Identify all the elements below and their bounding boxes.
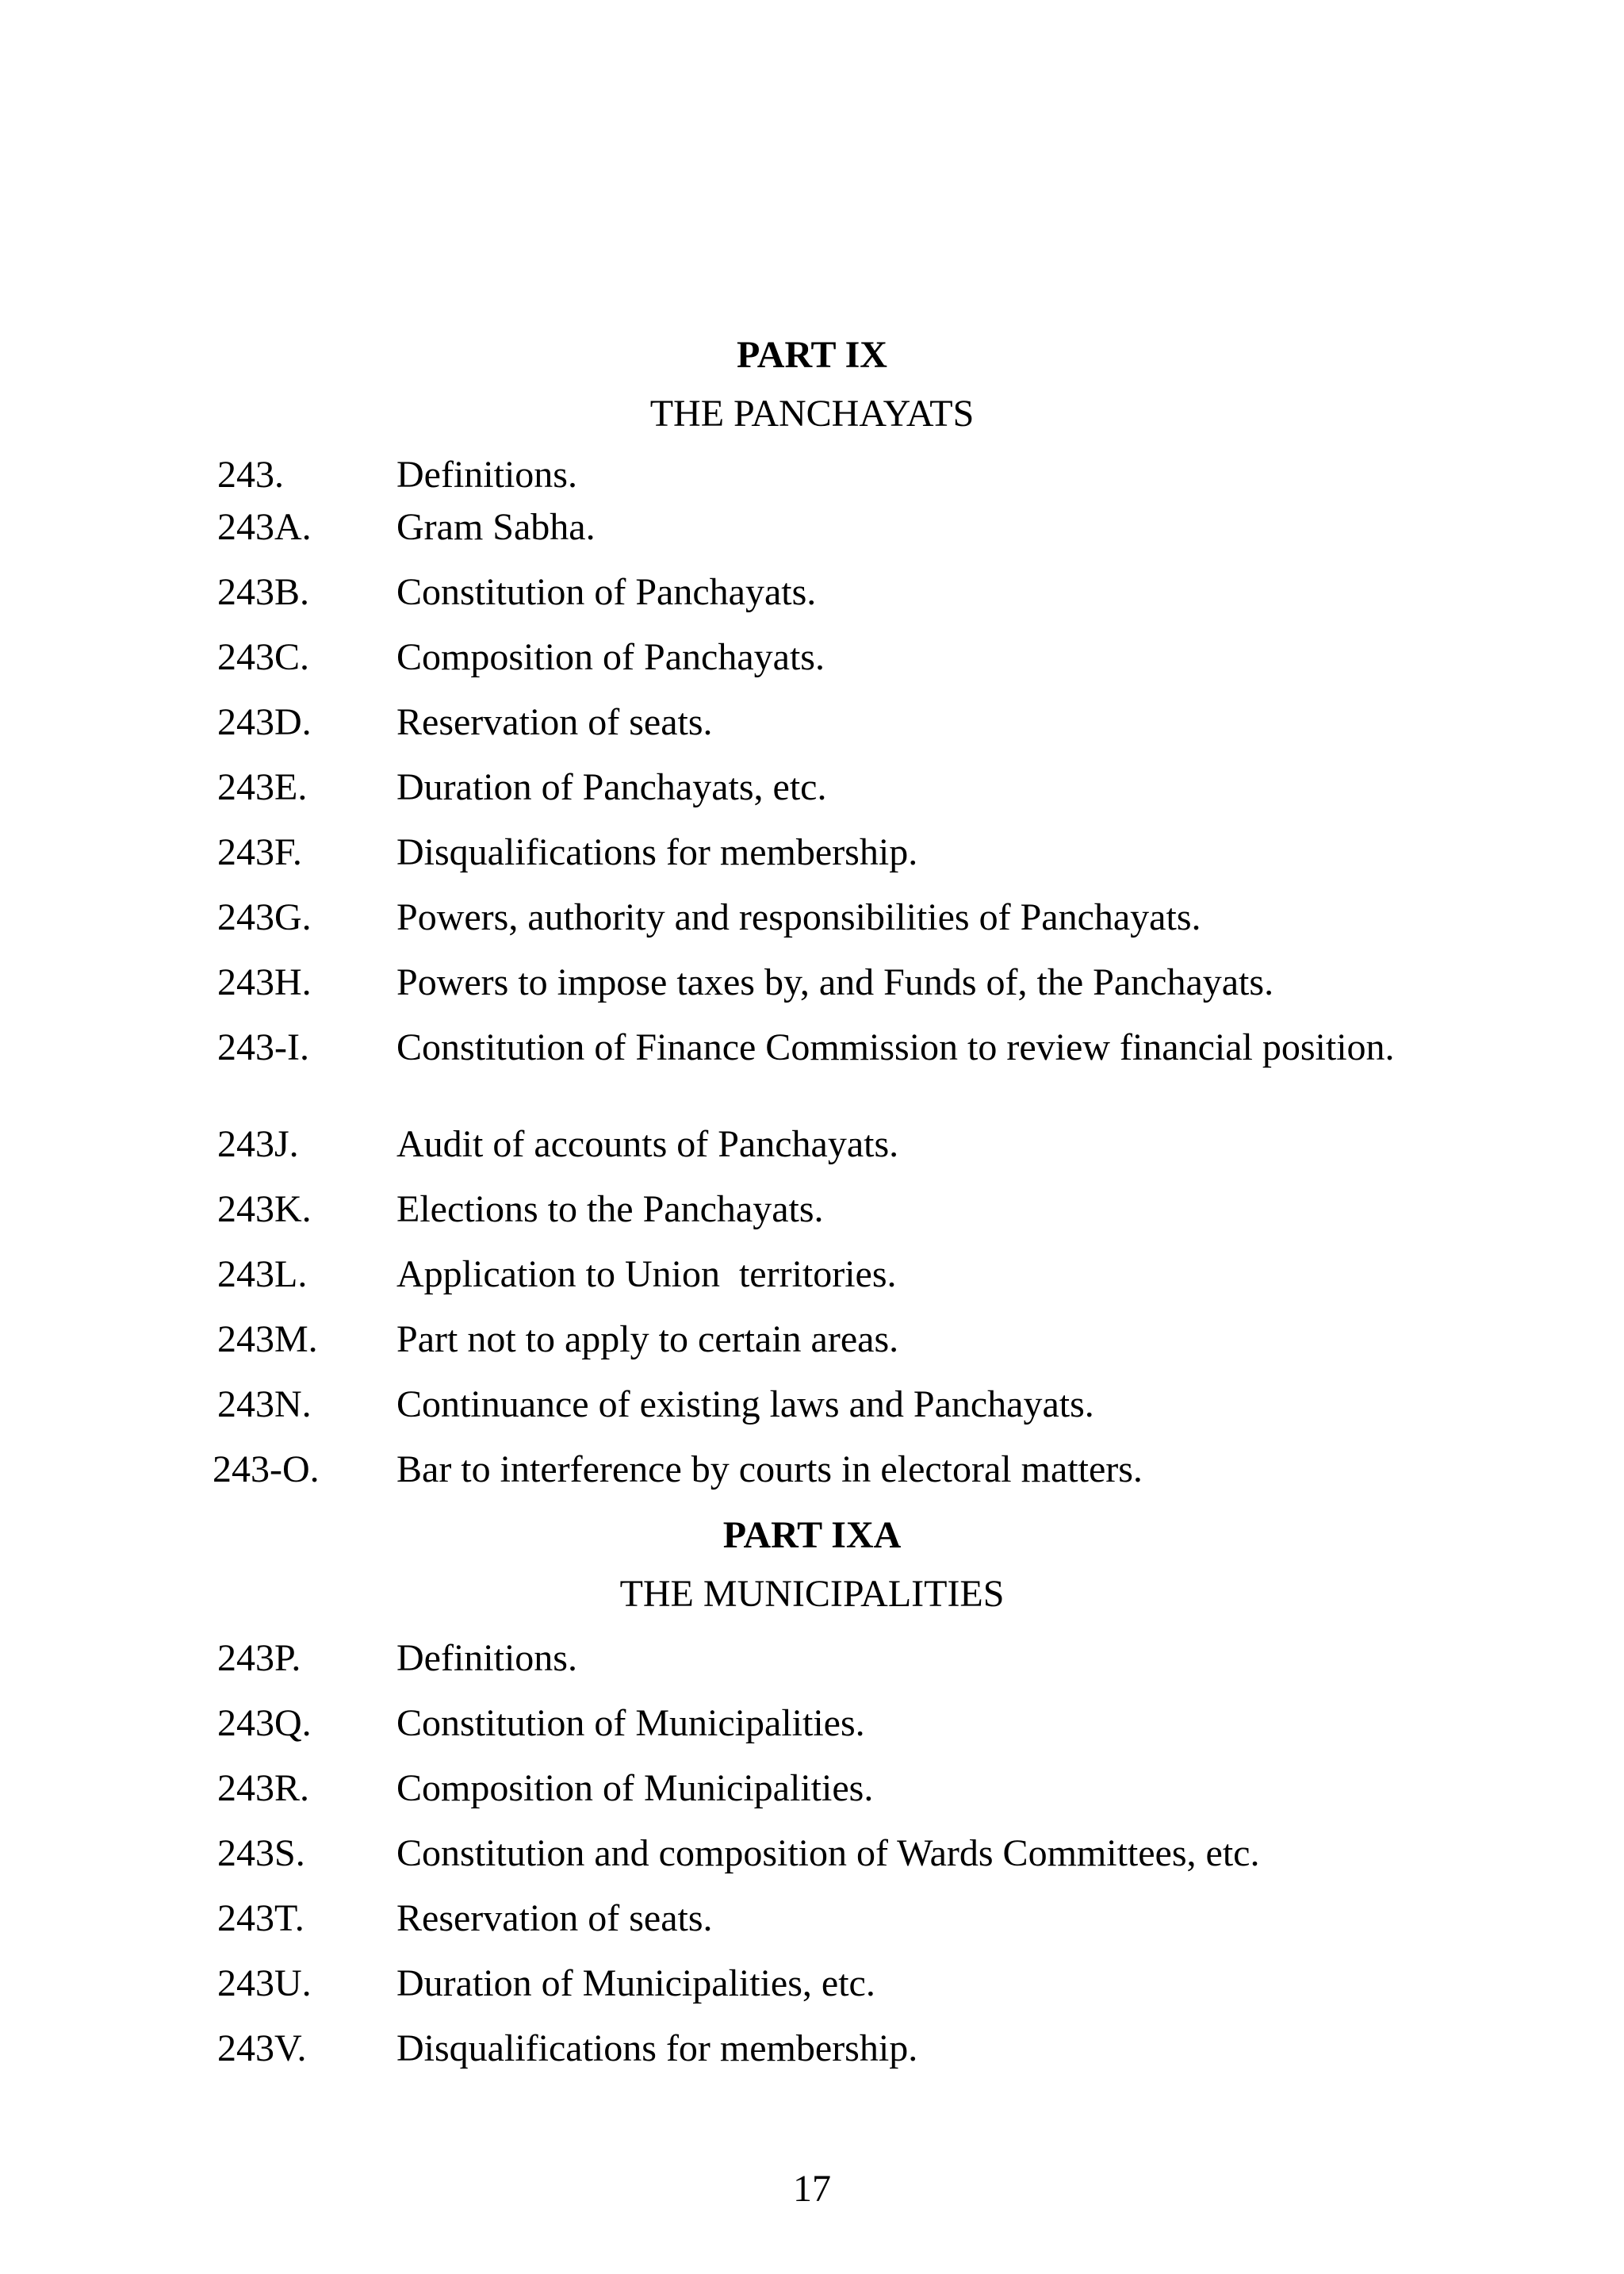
- section-title: Constitution of Municipalities.: [396, 1702, 865, 1744]
- section-title: Constitution and composition of Wards Committees, etc.: [396, 1832, 1260, 1874]
- section-title: Application to Union territories.: [396, 1253, 897, 1295]
- section-title: Continuance of existing laws and Panchayats.: [396, 1383, 1094, 1425]
- section-title: Composition of Municipalities.: [396, 1767, 874, 1809]
- section-number: 243H.: [217, 961, 312, 1003]
- section-title: Reservation of seats.: [396, 1897, 713, 1939]
- section-number: 243R.: [217, 1767, 310, 1809]
- section-number: 243D.: [217, 701, 312, 743]
- section-number: 243N.: [217, 1383, 312, 1425]
- section-number: 243B.: [217, 571, 310, 613]
- section-title: Constitution of Finance Commission to review financial position.: [396, 1026, 1395, 1068]
- part-ixa-heading: PART IXA: [722, 1514, 902, 1556]
- section-number: 243.: [217, 454, 284, 496]
- section-number: 243G.: [217, 896, 312, 938]
- section-number: 243L.: [217, 1253, 308, 1295]
- part-ix-heading: PART IX: [737, 334, 887, 376]
- section-title: Part not to apply to certain areas.: [396, 1318, 899, 1360]
- section-number: 243-O.: [213, 1448, 320, 1490]
- section-number: 243Q.: [217, 1702, 312, 1744]
- page-number: 17: [793, 2168, 831, 2210]
- section-title: Duration of Panchayats, etc.: [396, 766, 827, 808]
- section-title: Constitution of Panchayats.: [396, 571, 817, 613]
- section-number: 243K.: [217, 1188, 312, 1230]
- section-title: Gram Sabha.: [396, 506, 596, 548]
- section-title: Composition of Panchayats.: [396, 636, 825, 678]
- section-number: 243V.: [217, 2027, 307, 2069]
- section-title: Powers to impose taxes by, and Funds of, the Panchayats.: [396, 961, 1274, 1003]
- section-number: 243S.: [217, 1832, 305, 1874]
- section-number: 243E.: [217, 766, 308, 808]
- part-ixa-subheading: THE MUNICIPALITIES: [619, 1573, 1005, 1615]
- section-title: Definitions.: [396, 454, 577, 496]
- section-number: 243-I.: [217, 1026, 309, 1068]
- section-title: Powers, authority and responsibilities of Panchayats.: [396, 896, 1201, 938]
- section-number: 243J.: [217, 1123, 299, 1165]
- section-title: Reservation of seats.: [396, 701, 713, 743]
- section-number: 243C.: [217, 636, 310, 678]
- section-number: 243T.: [217, 1897, 304, 1939]
- section-number: 243P.: [217, 1637, 301, 1679]
- section-title: Disqualifications for membership.: [396, 2027, 918, 2069]
- section-number: 243M.: [217, 1318, 318, 1360]
- section-title: Duration of Municipalities, etc.: [396, 1962, 875, 2004]
- part-ix-subheading: THE PANCHAYATS: [649, 393, 975, 435]
- section-number: 243F.: [217, 831, 302, 873]
- section-title: Elections to the Panchayats.: [396, 1188, 824, 1230]
- section-number: 243U.: [217, 1962, 312, 2004]
- section-number: 243A.: [217, 506, 312, 548]
- section-title: Definitions.: [396, 1637, 577, 1679]
- section-title: Audit of accounts of Panchayats.: [396, 1123, 899, 1165]
- section-title: Bar to interference by courts in electoral matters.: [396, 1448, 1143, 1490]
- section-title: Disqualifications for membership.: [396, 831, 918, 873]
